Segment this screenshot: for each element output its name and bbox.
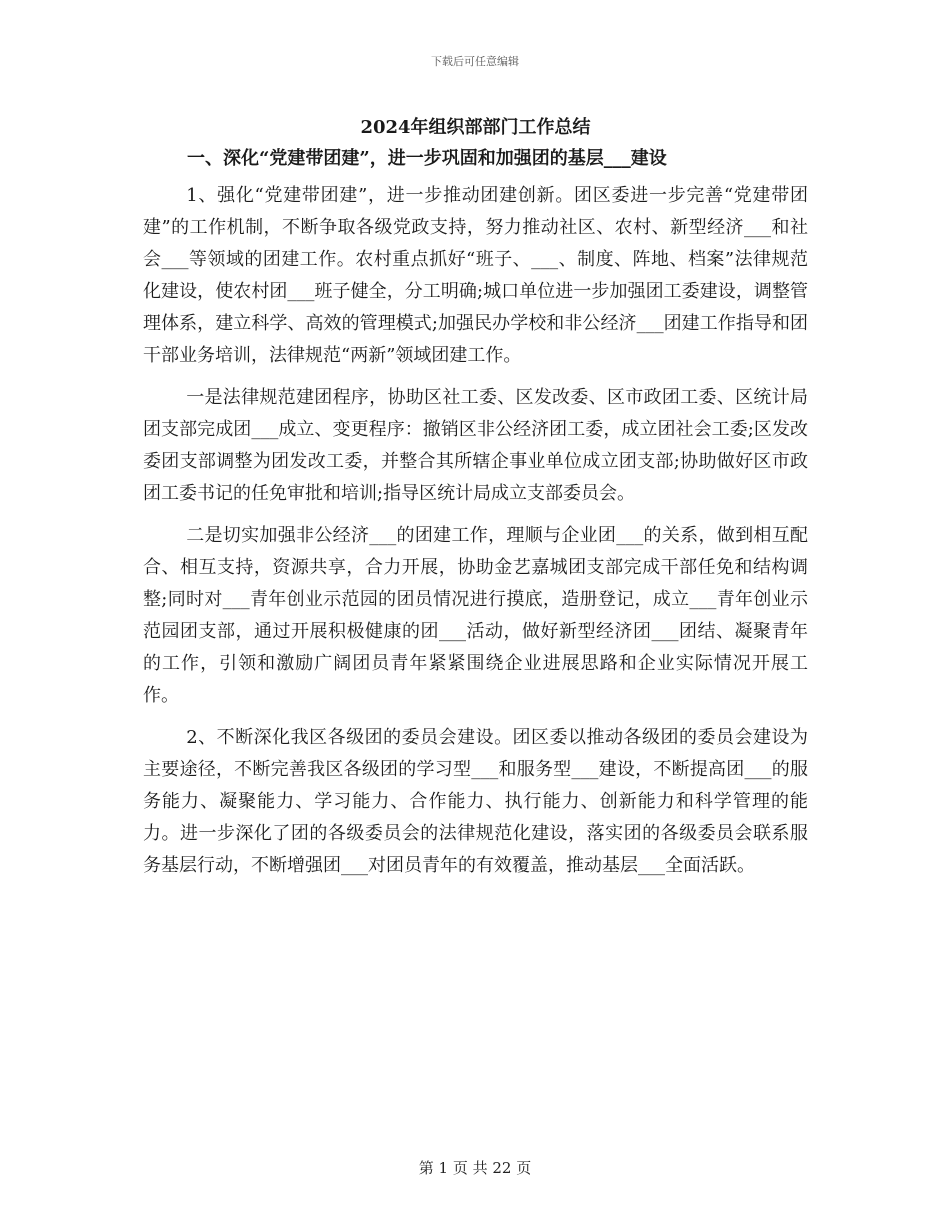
paragraph-4: 2、不断深化我区各级团的委员会建设。团区委以推动各级团的委员会建设为主要途径，不断完善我区各级团的学习型___和服务型___建设，不断提高团___的服务能力、凝聚能力、学习能力、合作能力、执行能力、创新能力和科学管理的能力。进一步深化了团的各级委员会的法律规范化建设，落实团的各级委员会联系服务基层行动，不断增强团___对团员青年的有效覆盖，推动基层___全面活跃。: [143, 727, 808, 876]
paragraph-1: 1、强化“党建带团建”，进一步推动团建创新。团区委进一步完善“党建带团建”的工作机制，不断争取各级党政支持，努力推动社区、农村、新型经济___和社会___等领域的团建工作。农村重点抓好“班子、___、制度、阵地、档案”法律规范化建设，使农村团___班子健全，分工明确;城口单位进一步加强团工委建设，调整管理体系，建立科学、高效的管理模式;加强民办学校和非公经济___团建工作指导和团干部业务培训，法律规范“两新”领域团建工作。: [143, 185, 808, 366]
page-header-note: 下载后可任意编辑: [431, 55, 519, 68]
paragraph-2: 一是法律规范建团程序，协助区社工委、区发改委、区市政团工委、区统计局团支部完成团___成立、变更程序：撤销区非公经济团工委，成立团社会工委;区发改委团支部调整为团发改工委，并整合其所辖企事业单位成立团支部;协助做好区市政团工委书记的任免审批和培训;指导区统计局成立支部委员会。: [143, 387, 808, 504]
section-heading: 一、深化“党建带团建”，进一步巩固和加强团的基层___建设: [187, 148, 667, 169]
document-body: [143, 112, 808, 882]
page-number: 第 1 页 共 22 页: [418, 1159, 532, 1177]
paragraph-3: 二是切实加强非公经济___的团建工作，理顺与企业团___的关系，做到相互配合、相互支持，资源共享，合力开展，协助金艺嘉城团支部完成干部任免和结构调整;同时对___青年创业示范园的团员情况进行摸底，造册登记，成立___青年创业示范园团支部，通过开展积极健康的团___活动，做好新型经济团___团结、凝聚青年的工作，引领和激励广阔团员青年紧紧围绕企业进展思路和企业实际情况开展工作。: [143, 525, 808, 706]
document-title: 2024年组织部部门工作总结: [360, 117, 591, 138]
